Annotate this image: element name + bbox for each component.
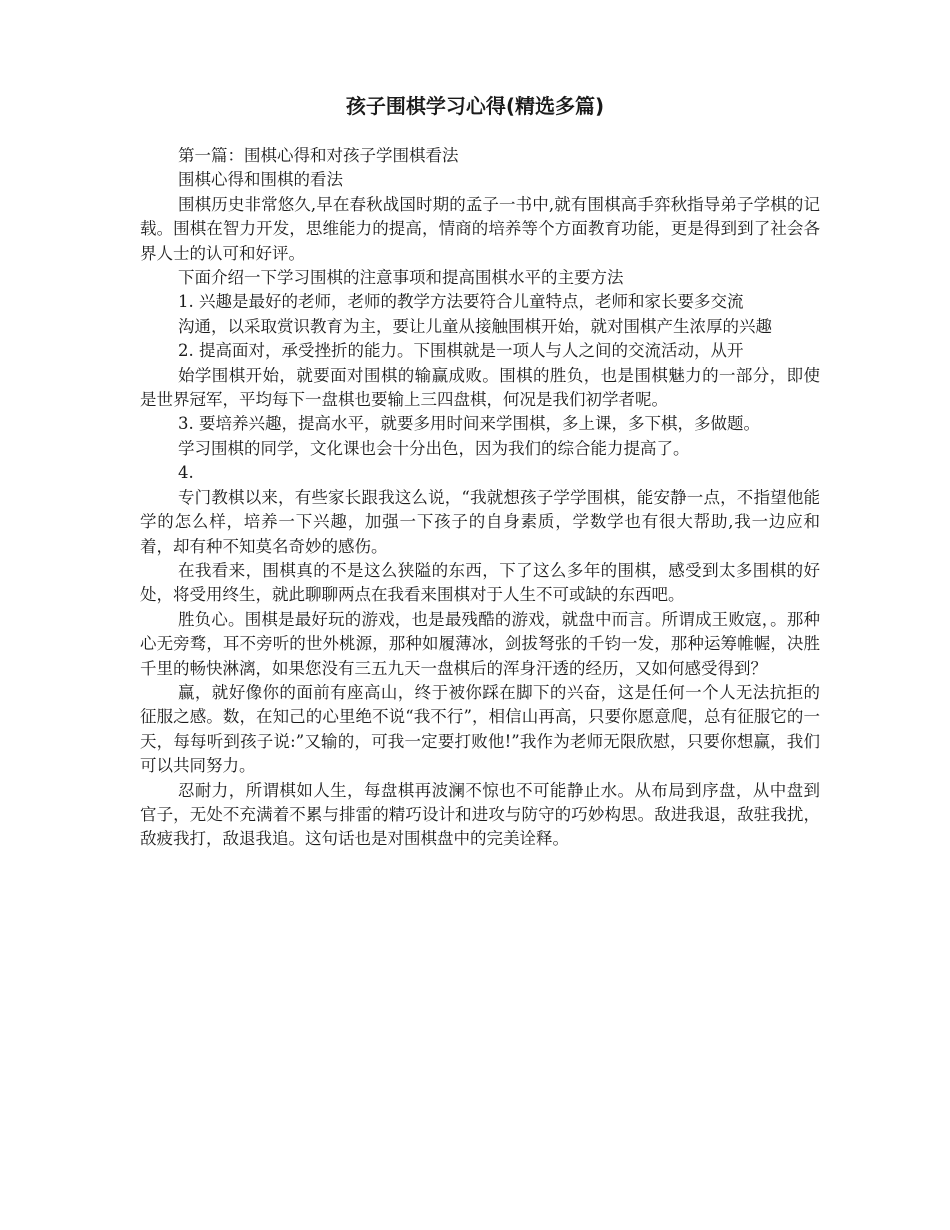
paragraph: 专门教棋以来，有些家长跟我这么说，“我就想孩子学学围棋，能安静一点，不指望他能学的怎么样，培养一下兴趣，加强一下孩子的自身素质，学数学也有很大帮助,我一边应和着，却有种不知莫名奇妙的感伤。	[140, 487, 820, 556]
paragraph: 2. 提高面对，承受挫折的能力。下围棋就是一项人与人之间的交流活动，从开	[178, 341, 744, 361]
paragraph: 1. 兴趣是最好的老师，老师的教学方法要符合儿童特点，老师和家长要多交流	[178, 292, 744, 312]
paragraph: 赢，就好像你的面前有座高山，终于被你踩在脚下的兴奋，这是任何一个人无法抗拒的征服之感。数，在知己的心里绝不说“我不行”，相信山再高，只要你愿意爬，总有征服它的一天，每每听到孩子说:”又输的，可我一定要打败他!”我作为老师无限欣慰，只要你想赢，我们可以共同努力。	[140, 682, 820, 776]
paragraph: 沟通，以采取赏识教育为主，要让儿童从接触围棋开始，就对围棋产生浓厚的兴趣	[178, 316, 772, 336]
paragraph: 始学围棋开始，就要面对围棋的输赢成败。围棋的胜负，也是围棋魅力的一部分，即使是世界冠军，平均每下一盘棋也要输上三四盘棋，何况是我们初学者呢。	[140, 365, 820, 410]
document-title: 孩子围棋学习心得(精选多篇)	[345, 94, 605, 118]
paragraph: 第一篇：围棋心得和对孩子学围棋看法	[178, 146, 459, 165]
paragraph: 下面介绍一下学习围棋的注意事项和提高围棋水平的主要方法	[178, 268, 624, 288]
paragraph: 在我看来，围棋真的不是这么狭隘的东西，下了这么多年的围棋，感受到太多围棋的好处，将受用终生，就此聊聊两点在我看来围棋对于人生不可或缺的东西吧。	[140, 560, 820, 605]
document-body	[140, 144, 820, 852]
paragraph: 围棋心得和围棋的看法	[178, 170, 343, 190]
paragraph: 围棋历史非常悠久,早在春秋战国时期的孟子一书中,就有围棋高手弈秋指导弟子学棋的记载。围棋在智力开发，思维能力的提高，情商的培养等个方面教育功能，更是得到到了社会各界人士的认可和好评。	[140, 194, 820, 263]
paragraph: 4.	[178, 463, 194, 483]
paragraph: 胜负心。围棋是最好玩的游戏，也是最残酷的游戏，就盘中而言。所谓成王败寇，。那种心无旁骛，耳不旁听的世外桃源，那种如履薄冰，剑拔弩张的千钧一发，那种运筹帷幄，决胜千里的畅快淋漓，如果您没有三五九天一盘棋后的浑身汗透的经历，又如何感受得到？	[140, 609, 820, 678]
paragraph: 忍耐力，所谓棋如人生，每盘棋再波澜不惊也不可能静止水。从布局到序盘，从中盘到官子，无处不充满着不累与排雷的精巧设计和进攻与防守的巧妙构思。敌进我退，敌驻我扰，敌疲我打，敌退我追。这句话也是对围棋盘中的完美诠释。	[140, 780, 820, 849]
paragraph: 3. 要培养兴趣，提高水平，就要多用时间来学围棋，多上课，多下棋，多做题。	[178, 414, 760, 434]
paragraph: 学习围棋的同学，文化课也会十分出色，因为我们的综合能力提高了。	[178, 438, 690, 458]
